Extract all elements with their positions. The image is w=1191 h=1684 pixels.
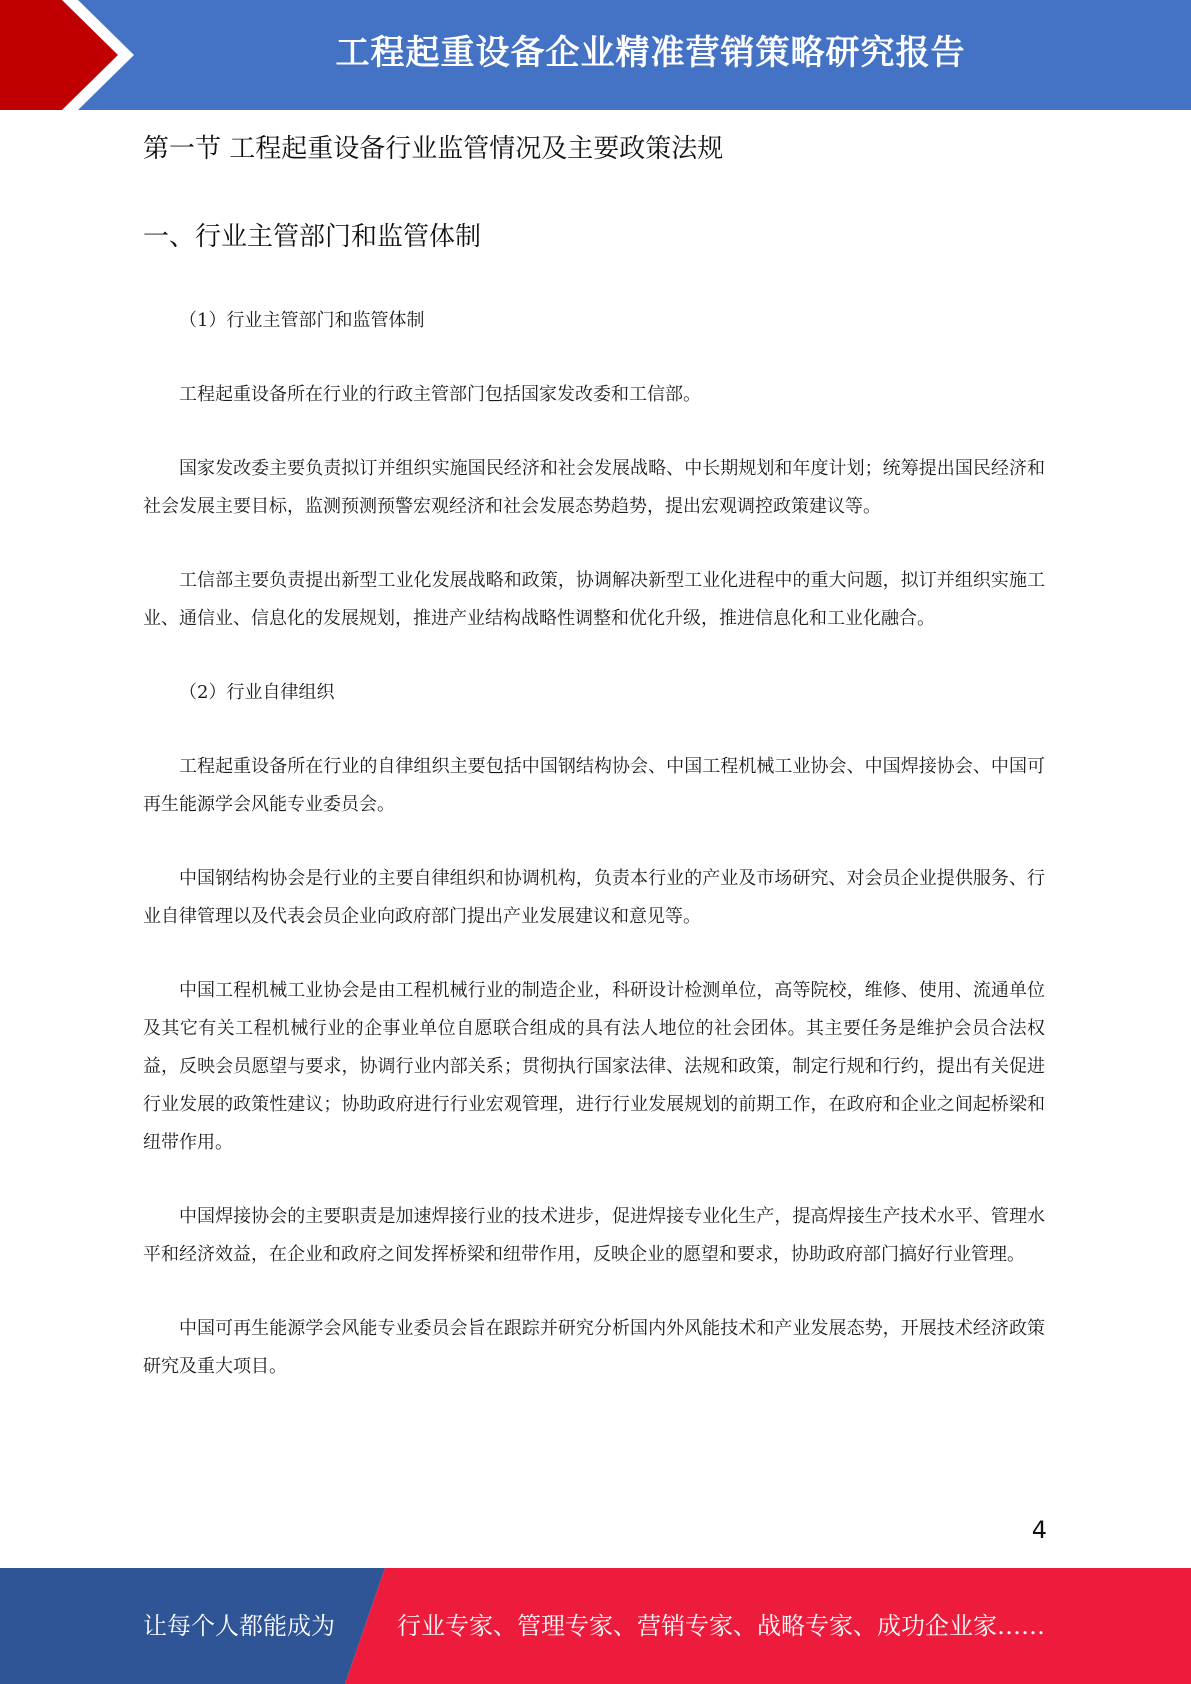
paragraph-heading-1: （1）行业主管部门和监管体制 xyxy=(179,310,425,331)
paragraph: 中国钢结构协会是行业的主要自律组织和协调机构，负责本行业的产业及市场研究、对会员企业提供服务、行业自律管理以及代表会员企业向政府部门提出产业发展建议和意见等。 xyxy=(143,868,1045,927)
paragraph: 中国焊接协会的主要职责是加速焊接行业的技术进步，促进焊接专业化生产，提高焊接生产技术水平、管理水平和经济效益，在企业和政府之间发挥桥梁和纽带作用，反映企业的愿望和要求，协助政府部门搞好行业管理。 xyxy=(143,1206,1045,1265)
subsection-title: 一、行业主管部门和监管体制 xyxy=(143,222,482,252)
paragraph: 中国可再生能源学会风能专业委员会旨在跟踪并研究分析国内外风能技术和产业发展态势，开展技术经济政策研究及重大项目。 xyxy=(143,1318,1045,1377)
paragraph: 工程起重设备所在行业的自律组织主要包括中国钢结构协会、中国工程机械工业协会、中国焊接协会、中国可再生能源学会风能专业委员会。 xyxy=(143,756,1045,815)
paragraph: 工信部主要负责提出新型工业化发展战略和政策，协调解决新型工业化进程中的重大问题，拟订并组织实施工业、通信业、信息化的发展规划，推进产业结构战略性调整和优化升级，推进信息化和工业化融合。 xyxy=(143,570,1045,629)
footer-slogan-right: 行业专家、管理专家、营销专家、战略专家、成功企业家…… xyxy=(397,1612,1045,1640)
paragraph-heading-2: （2）行业自律组织 xyxy=(179,682,335,703)
paragraph: 中国工程机械工业协会是由工程机械行业的制造企业，科研设计检测单位，高等院校，维修、使用、流通单位及其它有关工程机械行业的企事业单位自愿联合组成的具有法人地位的社会团体。其主要任务是维护会员合法权益，反映会员愿望与要求，协调行业内部关系；贯彻执行国家法律、法规和政策，制定行规和行约，提出有关促进行业发展的政策性建议；协助政府进行行业宏观管理，进行行业发展规划的前期工作，在政府和企业之间起桥梁和纽带作用。 xyxy=(143,980,1045,1153)
header-arrow-decoration xyxy=(0,0,150,110)
section-title: 第一节 工程起重设备行业监管情况及主要政策法规 xyxy=(143,134,724,164)
paragraph: 国家发改委主要负责拟订并组织实施国民经济和社会发展战略、中长期规划和年度计划；统筹提出国民经济和社会发展主要目标，监测预测预警宏观经济和社会发展态势趋势，提出宏观调控政策建议等。 xyxy=(143,458,1045,517)
paragraph: 工程起重设备所在行业的行政主管部门包括国家发改委和工信部。 xyxy=(179,384,701,405)
page-footer xyxy=(0,1568,1191,1684)
page-number: 4 xyxy=(1031,1516,1047,1544)
document-body xyxy=(143,128,1045,1386)
page-header xyxy=(0,0,1191,110)
footer-slogan-left: 让每个人都能成为 xyxy=(143,1612,335,1640)
report-title: 工程起重设备企业精准营销策略研究报告 xyxy=(335,33,966,73)
